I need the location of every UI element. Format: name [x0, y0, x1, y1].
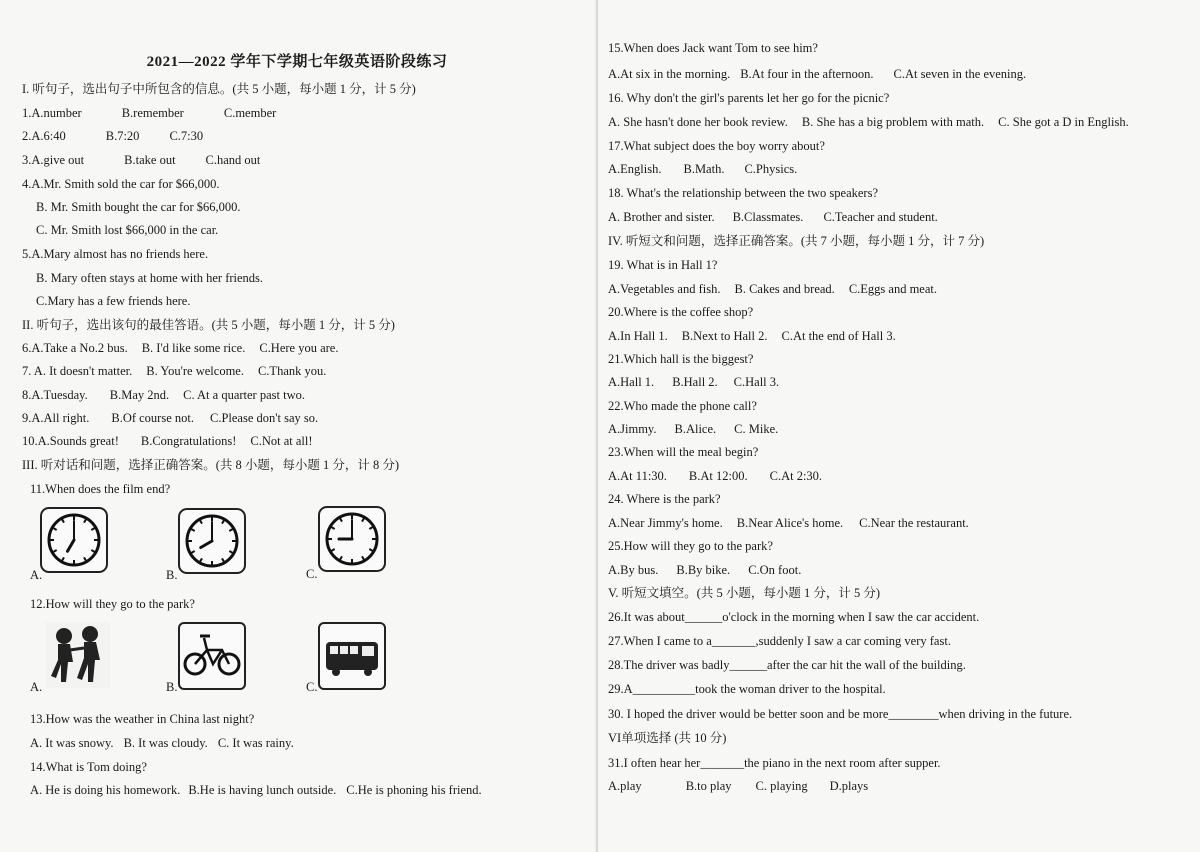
q23-option-c[interactable]: C.At 2:30. — [769, 469, 823, 483]
q8-option-c[interactable]: C. At a quarter past two. — [183, 388, 305, 402]
q18-option-c[interactable]: C.Teacher and student. — [823, 210, 938, 224]
bus-icon — [320, 624, 384, 688]
q16-option-c[interactable]: C. She got a D in English. — [998, 115, 1129, 129]
question-1 — [22, 105, 298, 121]
question-19: 19. What is in Hall 1? — [608, 258, 718, 272]
question-27[interactable]: 27.When I came to a_______,suddenly I saw a car coming very fast. — [608, 634, 951, 648]
q18-option-b[interactable]: B.Classmates. — [732, 210, 804, 224]
question-28[interactable]: 28.The driver was badly______after the car hit the wall of the building. — [608, 658, 966, 672]
q15-option-c[interactable]: C.At seven in the evening. — [893, 67, 1027, 81]
q8-option-b[interactable]: B.May 2nd. — [109, 388, 170, 402]
q14-option-a[interactable]: A. He is doing his homework. — [30, 783, 181, 797]
q13-option-c[interactable]: C. It was rainy. — [217, 736, 294, 750]
question-21: 21.Which hall is the biggest? — [608, 352, 754, 366]
q6-option-a[interactable]: 6.A.Take a No.2 bus. — [22, 341, 128, 355]
q17-option-b[interactable]: B.Math. — [683, 162, 725, 176]
question-30[interactable]: 30. I hoped the driver would be better soon and be more________when driving in the future. — [608, 707, 1073, 721]
section-2-heading: II. 听句子，选出该句的最佳答语。(共 5 小题，每小题 1 分，计 5 分) — [22, 318, 395, 332]
q3-option-c[interactable]: C.hand out — [205, 153, 261, 167]
q13-option-a[interactable]: A. It was snowy. — [30, 736, 114, 750]
q9-option-c[interactable]: C.Please don't say so. — [209, 411, 319, 425]
q9-option-a[interactable]: 9.A.All right. — [22, 411, 90, 425]
q9-option-b[interactable]: B.Of course not. — [111, 411, 194, 425]
question-9 — [22, 410, 340, 426]
question-21-options — [608, 374, 801, 390]
clock-icon — [320, 508, 384, 570]
q15-option-a[interactable]: A.At six in the morning. — [608, 67, 731, 81]
question-6 — [22, 340, 360, 356]
q24-option-a[interactable]: A.Near Jimmy's home. — [608, 516, 723, 530]
question-16-options — [608, 114, 1151, 130]
question-19-options — [608, 281, 959, 297]
q11-label-b: B. — [166, 568, 178, 582]
q17-option-c[interactable]: C.Physics. — [744, 162, 798, 176]
q4-option-b[interactable]: B. Mr. Smith bought the car for $66,000. — [36, 200, 241, 214]
q4-option-a[interactable]: 4.A.Mr. Smith sold the car for $66,000. — [22, 177, 220, 191]
question-8 — [22, 387, 327, 403]
q25-option-b[interactable]: B.By bike. — [676, 563, 731, 577]
bicycle-icon — [180, 624, 244, 688]
q19-option-c[interactable]: C.Eggs and meat. — [848, 282, 937, 296]
q1-option-a[interactable]: 1.A.number — [22, 106, 82, 120]
question-13: 13.How was the weather in China last night? — [30, 712, 255, 726]
section-1-heading: I. 听句子，选出句子中所包含的信息。(共 5 小题，每小题 1 分，计 5 分) — [22, 82, 416, 96]
q31-option-c[interactable]: C. playing — [755, 779, 808, 793]
q16-option-b[interactable]: B. She has a big problem with math. — [801, 115, 985, 129]
q6-option-b[interactable]: B. I'd like some rice. — [141, 341, 246, 355]
clock-c-picture[interactable] — [318, 506, 386, 572]
q19-option-b[interactable]: B. Cakes and bread. — [734, 282, 835, 296]
question-25: 25.How will they go to the park? — [608, 539, 773, 553]
q22-option-c[interactable]: C. Mike. — [734, 422, 779, 436]
q20-option-b[interactable]: B.Next to Hall 2. — [681, 329, 768, 343]
question-23-options — [608, 468, 844, 484]
q10-option-c[interactable]: C.Not at all! — [250, 434, 313, 448]
q4-option-c[interactable]: C. Mr. Smith lost $66,000 in the car. — [36, 223, 219, 237]
q15-option-b[interactable]: B.At four in the afternoon. — [740, 67, 874, 81]
question-7 — [22, 363, 348, 379]
q6-option-c[interactable]: C.Here you are. — [259, 341, 339, 355]
question-14: 14.What is Tom doing? — [30, 760, 147, 774]
q25-option-c[interactable]: C.On foot. — [748, 563, 802, 577]
section-3-heading: III. 听对话和问题，选择正确答案。(共 8 小题，每小题 1 分，计 8 分) — [22, 458, 400, 472]
q5-option-a[interactable]: 5.A.Mary almost has no friends here. — [22, 247, 209, 261]
q20-option-a[interactable]: A.In Hall 1. — [608, 329, 668, 343]
question-22: 22.Who made the phone call? — [608, 399, 757, 413]
q21-option-a[interactable]: A.Hall 1. — [608, 375, 655, 389]
question-31-options — [608, 778, 890, 794]
q24-option-b[interactable]: B.Near Alice's home. — [736, 516, 844, 530]
question-2 — [22, 128, 225, 144]
clock-icon — [42, 509, 106, 571]
q14-option-b[interactable]: B.He is having lunch outside. — [188, 783, 337, 797]
question-24: 24. Where is the park? — [608, 492, 721, 506]
q2-option-c[interactable]: C.7:30 — [169, 129, 204, 143]
q22-option-b[interactable]: B.Alice. — [674, 422, 717, 436]
q23-option-b[interactable]: B.At 12:00. — [688, 469, 748, 483]
q22-option-a[interactable]: A.Jimmy. — [608, 422, 657, 436]
q12-label-b: B. — [166, 680, 178, 694]
question-15-options — [608, 66, 1048, 82]
question-11: 11.When does the film end? — [30, 482, 171, 496]
question-14-options — [30, 782, 504, 798]
q3-option-a[interactable]: 3.A.give out — [22, 153, 85, 167]
q21-option-c[interactable]: C.Hall 3. — [733, 375, 780, 389]
q11-label-c: C. — [306, 567, 318, 581]
q10-option-b[interactable]: B.Congratulations! — [140, 434, 237, 448]
q31-option-b[interactable]: B.to play — [685, 779, 732, 793]
q2-option-b[interactable]: B.7:20 — [105, 129, 140, 143]
q7-option-a[interactable]: 7. A. It doesn't matter. — [22, 364, 133, 378]
question-25-options — [608, 562, 823, 578]
q12-label-a: A. — [30, 680, 43, 694]
q23-option-a[interactable]: A.At 11:30. — [608, 469, 667, 483]
question-24-options — [608, 515, 991, 531]
question-31[interactable]: 31.I often hear her_______the piano in the next room after supper. — [608, 756, 941, 770]
q10-option-a[interactable]: 10.A.Sounds great! — [22, 434, 119, 448]
q13-option-b[interactable]: B. It was cloudy. — [123, 736, 208, 750]
question-18-options — [608, 209, 960, 225]
walking-figures-picture[interactable] — [46, 622, 110, 688]
q5-option-c[interactable]: C.Mary has a few friends here. — [36, 294, 191, 308]
question-20: 20.Where is the coffee shop? — [608, 305, 754, 319]
q18-option-a[interactable]: A. Brother and sister. — [608, 210, 715, 224]
bicycle-picture[interactable] — [178, 622, 246, 690]
q14-option-c[interactable]: C.He is phoning his friend. — [346, 783, 482, 797]
q3-option-b[interactable]: B.take out — [124, 153, 176, 167]
q12-label-c: C. — [306, 680, 318, 694]
question-10 — [22, 433, 335, 449]
question-16: 16. Why don't the girl's parents let her go for the picnic? — [608, 91, 890, 105]
q16-option-a[interactable]: A. She hasn't done her book review. — [608, 115, 788, 129]
q19-option-a[interactable]: A.Vegetables and fish. — [608, 282, 721, 296]
section-5-heading: V. 听短文填空。(共 5 小题，每小题 1 分，计 5 分) — [608, 586, 880, 600]
question-15: 15.When does Jack want Tom to see him? — [608, 41, 818, 55]
question-22-options — [608, 421, 800, 437]
section-4-heading: IV. 听短文和问题，选择正确答案。(共 7 小题，每小题 1 分，计 7 分) — [608, 234, 985, 248]
bus-picture[interactable] — [318, 622, 386, 690]
page-title: 2021—2022 学年下学期七年级英语阶段练习 — [146, 54, 448, 70]
q17-option-a[interactable]: A.English. — [608, 162, 662, 176]
q21-option-b[interactable]: B.Hall 2. — [672, 375, 718, 389]
question-23: 23.When will the meal begin? — [608, 445, 759, 459]
clock-b-picture[interactable] — [178, 508, 246, 574]
q8-option-a[interactable]: 8.A.Tuesday. — [22, 388, 88, 402]
q1-option-c[interactable]: C.member — [223, 106, 277, 120]
q7-option-b[interactable]: B. You're welcome. — [146, 364, 244, 378]
question-13-options — [30, 735, 316, 751]
q7-option-c[interactable]: C.Thank you. — [257, 364, 327, 378]
question-17: 17.What subject does the boy worry about? — [608, 139, 825, 153]
q20-option-c[interactable]: C.At the end of Hall 3. — [781, 329, 896, 343]
q31-option-d[interactable]: D.plays — [829, 779, 869, 793]
q11-label-a: A. — [30, 568, 43, 582]
walking-figures-icon — [46, 622, 110, 688]
q1-option-b[interactable]: B.remember — [121, 106, 184, 120]
q2-option-a[interactable]: 2.A.6:40 — [22, 129, 66, 143]
q31-option-a[interactable]: A.play — [608, 779, 642, 793]
question-3 — [22, 152, 282, 168]
question-18: 18. What's the relationship between the two speakers? — [608, 186, 878, 200]
question-26[interactable]: 26.It was about______o'clock in the morning when I saw the car accident. — [608, 610, 980, 624]
question-29[interactable]: 29.A__________took the woman driver to the hospital. — [608, 682, 886, 696]
q25-option-a[interactable]: A.By bus. — [608, 563, 659, 577]
q24-option-c[interactable]: C.Near the restaurant. — [859, 516, 969, 530]
clock-icon — [180, 510, 244, 572]
question-12: 12.How will they go to the park? — [30, 597, 195, 611]
section-6-heading: VI单项选择 (共 10 分) — [608, 731, 727, 745]
question-20-options — [608, 328, 918, 344]
right-page — [596, 0, 1200, 852]
clock-a-picture[interactable] — [40, 507, 108, 573]
question-17-options — [608, 161, 819, 177]
left-page — [0, 0, 594, 852]
q5-option-b[interactable]: B. Mary often stays at home with her friends. — [36, 271, 264, 285]
